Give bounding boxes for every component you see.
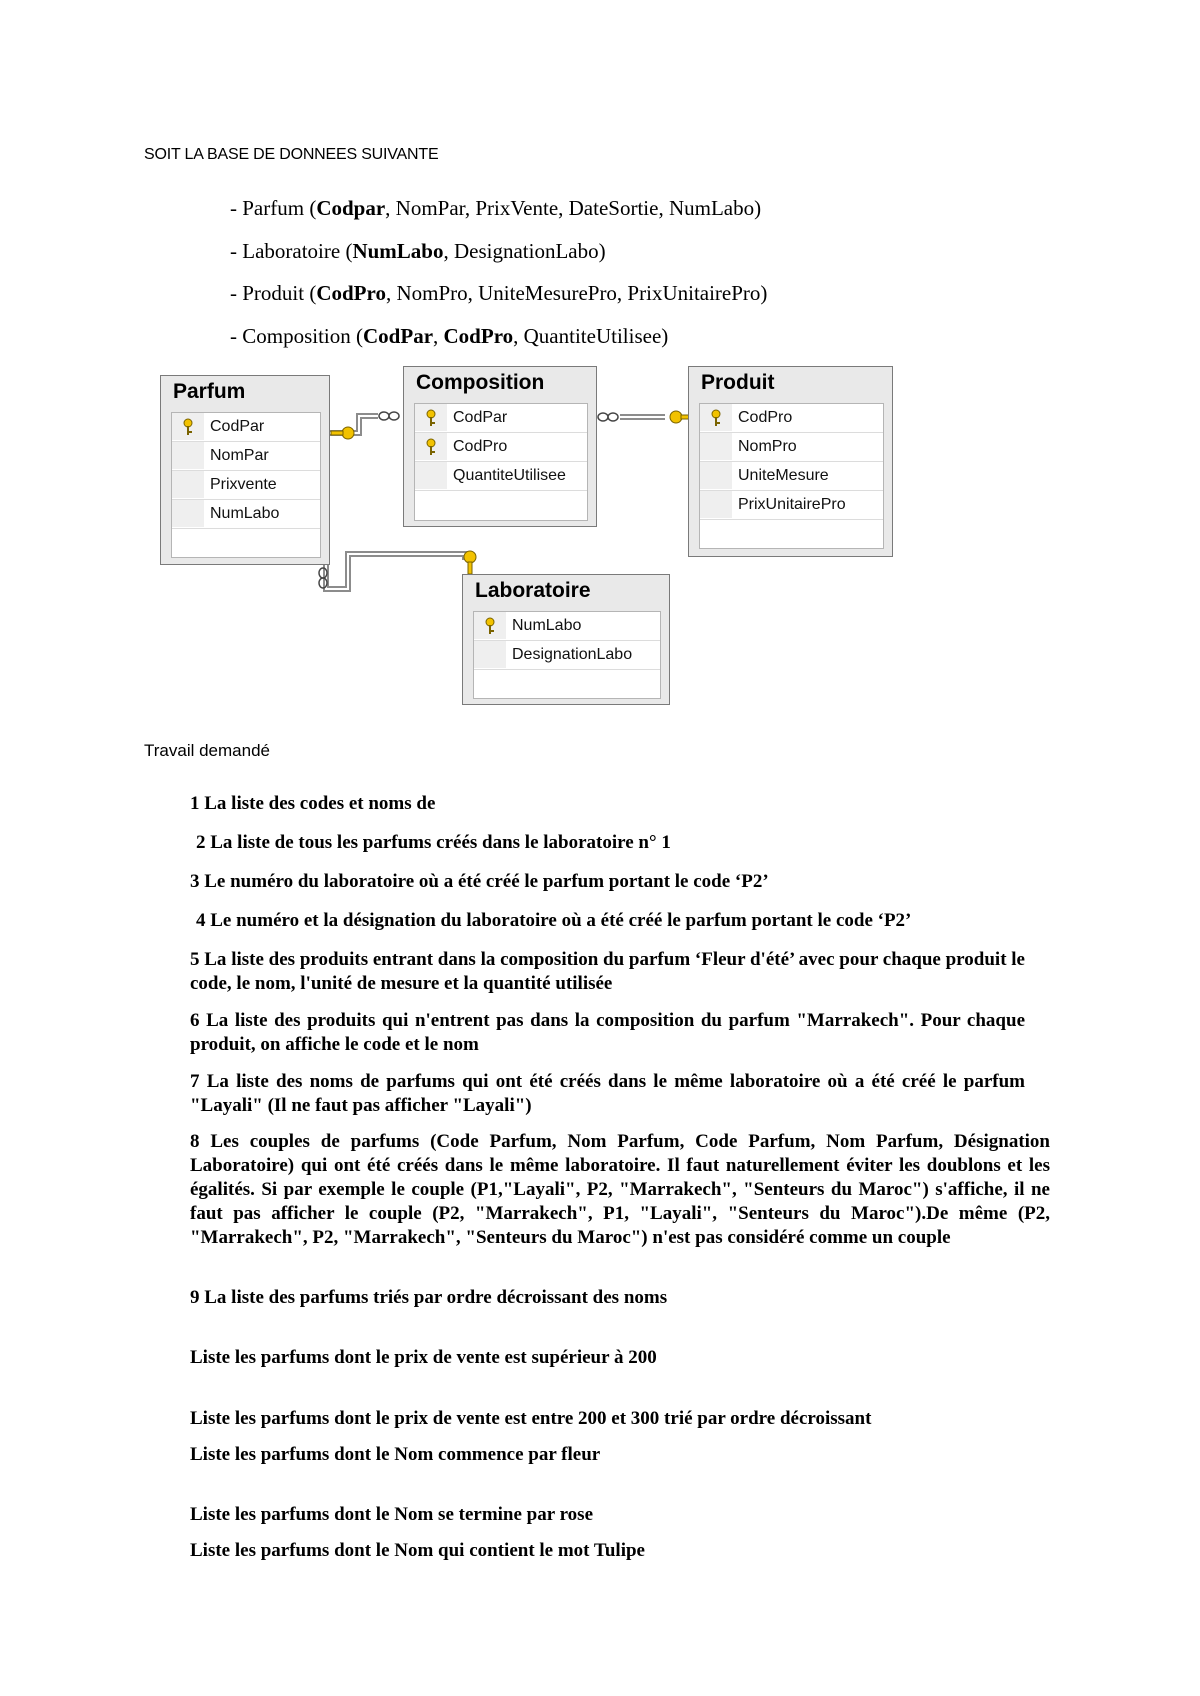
field-row[interactable]: PrixUnitairePro: [700, 491, 883, 520]
schema-produit: - Produit (CodPro, NomPro, UniteMesurePro, PrixUnitairePro): [230, 281, 768, 305]
question-6: 6 La liste des produits qui n'entrent pas dans la composition du parfum "Marrakech". Pour chaque produit, on affiche le code et le nom: [190, 1010, 1025, 1055]
field-row[interactable]: QuantiteUtilisee: [415, 462, 587, 491]
one-end-key-icon: [331, 427, 354, 439]
question-1: 1 La liste des codes et noms de: [190, 793, 436, 814]
many-end-icon: [598, 413, 608, 421]
table-laboratoire[interactable]: [462, 574, 670, 705]
field-list: [473, 611, 661, 699]
question-8: 8 Les couples de parfums (Code Parfum, Nom Parfum, Code Parfum, Nom Parfum, Désignation Laboratoire) qui ont été créés dans le même laboratoire. Il faut naturellement éviter les doublons et les égalités. Si par exemple le couple (P1,"Layali", P2, "Marrakech", "Senteurs du Maroc") s'affiche, il ne faut pas afficher le couple (P2, "Marrakech", P1, "Layali", "Senteurs du Maroc").De même (P2, "Marrakech", P2, "Marrakech", "Senteurs du Maroc") n'est pas considéré comme un couple: [190, 1131, 1050, 1248]
primary-key-icon: [710, 409, 722, 427]
work-title: Travail demandé: [144, 741, 270, 760]
primary-key-icon: [182, 418, 194, 436]
field-row[interactable]: NumLabo: [474, 612, 660, 641]
relation-parfum-composition: [330, 414, 378, 431]
schema-composition: - Composition (CodPar, CodPro, QuantiteUtilisee): [230, 324, 669, 348]
question-11: Liste les parfums dont le prix de vente est entre 200 et 300 trié par ordre décroissant: [190, 1408, 872, 1429]
schema-laboratoire: - Laboratoire (NumLabo, DesignationLabo): [230, 239, 606, 263]
field-row[interactable]: NumLabo: [172, 500, 320, 529]
table-title: Laboratoire: [475, 579, 591, 602]
question-12: Liste les parfums dont le Nom commence par fleur: [190, 1444, 601, 1465]
field-list: [414, 403, 588, 521]
primary-key-icon: [425, 438, 437, 456]
question-9: 9 La liste des parfums triés par ordre décroissant des noms: [190, 1287, 668, 1308]
table-produit[interactable]: [688, 366, 893, 557]
table-title: Parfum: [173, 380, 246, 403]
question-10: Liste les parfums dont le prix de vente est supérieur à 200: [190, 1347, 657, 1368]
field-row[interactable]: CodPro: [700, 404, 883, 433]
relation-parfum-laboratoire: [328, 552, 467, 587]
field-list: [171, 412, 321, 558]
question-3: 3 Le numéro du laboratoire où a été créé le parfum portant le code ‘P2’: [190, 871, 769, 892]
primary-key-icon: [425, 409, 437, 427]
field-row[interactable]: NomPro: [700, 433, 883, 462]
field-row[interactable]: NomPar: [172, 442, 320, 471]
table-title: Composition: [416, 371, 545, 394]
question-7: 7 La liste des noms de parfums qui ont été créés dans le même laboratoire où a été créé le parfum "Layali" (Il ne faut pas afficher "Layali"): [190, 1071, 1025, 1116]
primary-key-icon: [484, 617, 496, 635]
field-row[interactable]: CodPar: [172, 413, 320, 442]
table-composition[interactable]: [403, 366, 597, 527]
question-14: Liste les parfums dont le Nom qui contient le mot Tulipe: [190, 1540, 645, 1561]
field-row[interactable]: Prixvente: [172, 471, 320, 500]
question-4: 4 Le numéro et la désignation du laboratoire où a été créé le parfum portant le code ‘P2’: [196, 910, 912, 931]
question-5: 5 La liste des produits entrant dans la composition du parfum ‘Fleur d'été’ avec pour chaque produit le code, le nom, l'unité de mesure et la quantité utilisée: [190, 949, 1025, 994]
field-row[interactable]: CodPar: [415, 404, 587, 433]
schema-parfum: - Parfum (Codpar, NomPar, PrixVente, DateSortie, NumLabo): [230, 196, 762, 220]
field-row[interactable]: CodPro: [415, 433, 587, 462]
table-parfum[interactable]: [160, 375, 330, 565]
table-title: Produit: [701, 371, 775, 394]
one-end-key-icon: [464, 551, 476, 574]
field-list: [699, 403, 884, 549]
field-row[interactable]: UniteMesure: [700, 462, 883, 491]
intro-title: SOIT LA BASE DE DONNEES SUIVANTE: [144, 146, 439, 163]
many-end-icon: [379, 412, 389, 420]
field-row[interactable]: DesignationLabo: [474, 641, 660, 670]
question-2: 2 La liste de tous les parfums créés dans le laboratoire n° 1: [196, 832, 671, 853]
question-13: Liste les parfums dont le Nom se termine par rose: [190, 1504, 593, 1525]
